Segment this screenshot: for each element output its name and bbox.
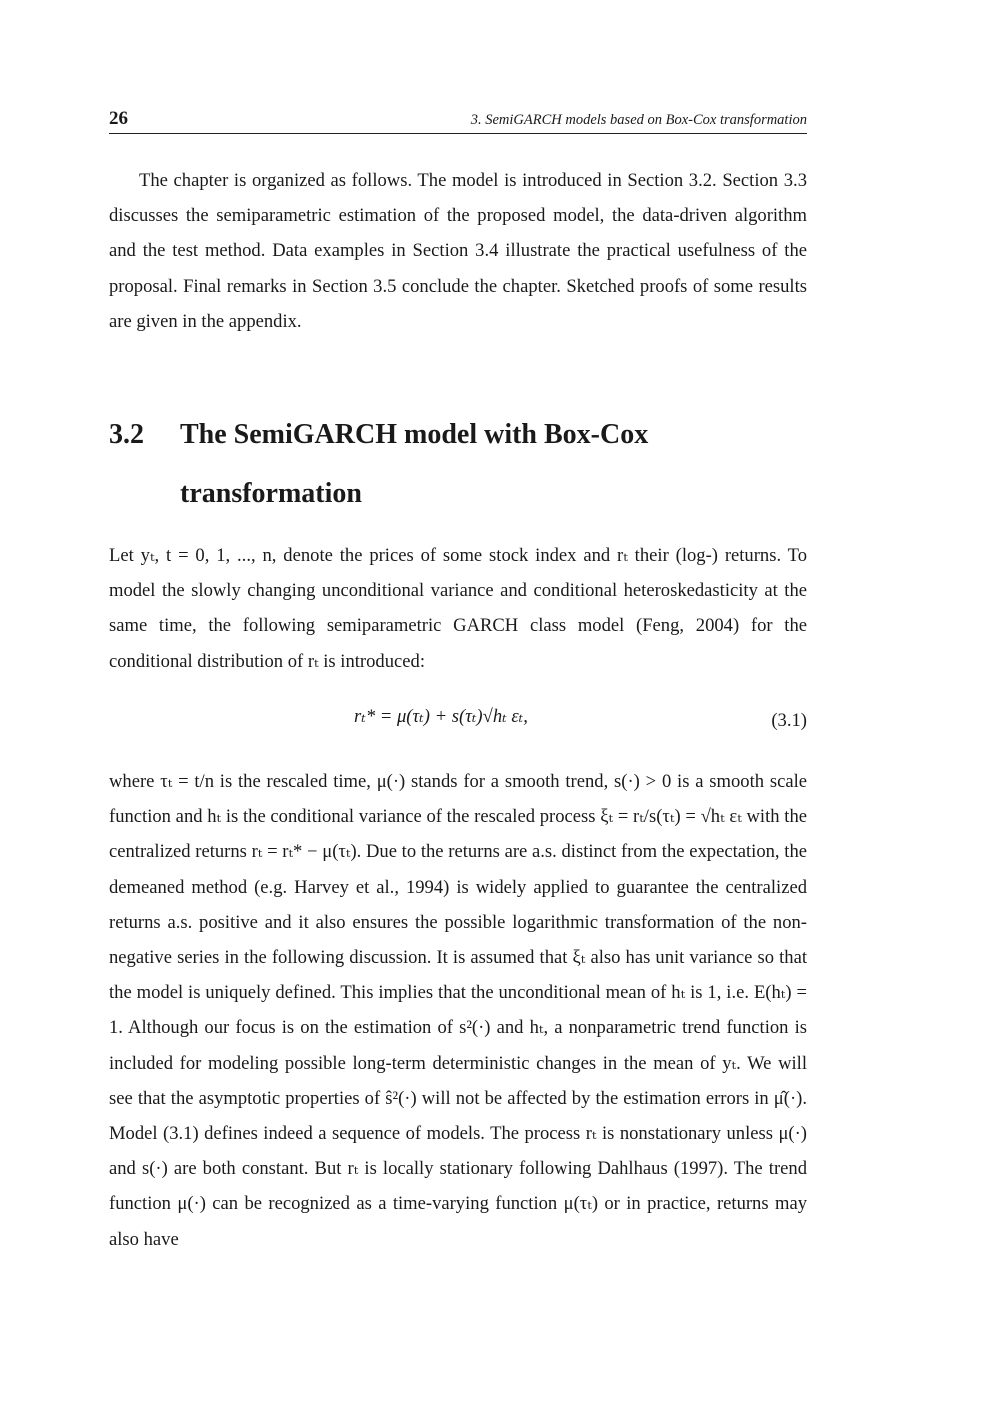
equation-label: (3.1): [771, 710, 807, 731]
page-header: [109, 108, 807, 134]
section-number: 3.2: [109, 419, 144, 450]
equation-expression: rₜ* = μ(τₜ) + s(τₜ)√hₜ εₜ,: [354, 706, 528, 727]
model-paragraph: Let yₜ, t = 0, 1, ..., n, denote the prices of some stock index and rₜ their (log-) returns. To model the slowly changing unconditional variance and conditional heteroskedasticity at the same time, the following semiparametric GARCH class model (Feng, 2004) for the conditional distribution of rₜ is introduced:: [109, 545, 807, 672]
where-paragraph: where τₜ = t/n is the rescaled time, μ(·) stands for a smooth trend, s(·) > 0 is a smooth scale function and hₜ is the conditional variance of the rescaled process ξₜ = rₜ/s(τₜ) = √hₜ εₜ with the centralized returns rₜ = rₜ* − μ(τₜ). Due to the returns are a.s. distinct from the expectation, the demeaned method (e.g. Harvey et al., 1994) is widely applied to guarantee the centralized returns a.s. positive and it also ensures the possible logarithmic transformation of the non-negative series in the following discussion. It is assumed that ξₜ also has unit variance so that the model is uniquely defined. This implies that the unconditional mean of hₜ is 1, i.e. E(hₜ) = 1. Although our focus is on the estimation of s²(·) and hₜ, a nonparametric trend function is included for modeling possible long-term deterministic changes in the mean of yₜ. We will see that the asymptotic properties of ŝ²(·) will not be affected by the estimation errors in μ̂(·). Model (3.1) defines indeed a sequence of models. The process rₜ is nonstationary unless μ(·) and s(·) are both constant. But rₜ is locally stationary following Dahlhaus (1997). The trend function μ(·) can be recognized as a time-varying function μ(τₜ) or in practice, returns may also have: [109, 771, 807, 1250]
equation-3-1: [109, 706, 807, 742]
page-number: 26: [109, 108, 128, 129]
running-title: 3. SemiGARCH models based on Box-Cox transformation: [470, 112, 807, 128]
intro-paragraph: The chapter is organized as follows. The model is introduced in Section 3.2. Section 3.3 discusses the semiparametric estimation of the proposed model, the data-driven algorithm and the test method. Data examples in Section 3.4 illustrate the practical usefulness of the proposal. Final remarks in Section 3.5 conclude the chapter. Sketched proofs of some results are given in the appendix.: [109, 170, 807, 332]
section-title: The SemiGARCH model with Box-Cox transformation: [180, 419, 649, 509]
